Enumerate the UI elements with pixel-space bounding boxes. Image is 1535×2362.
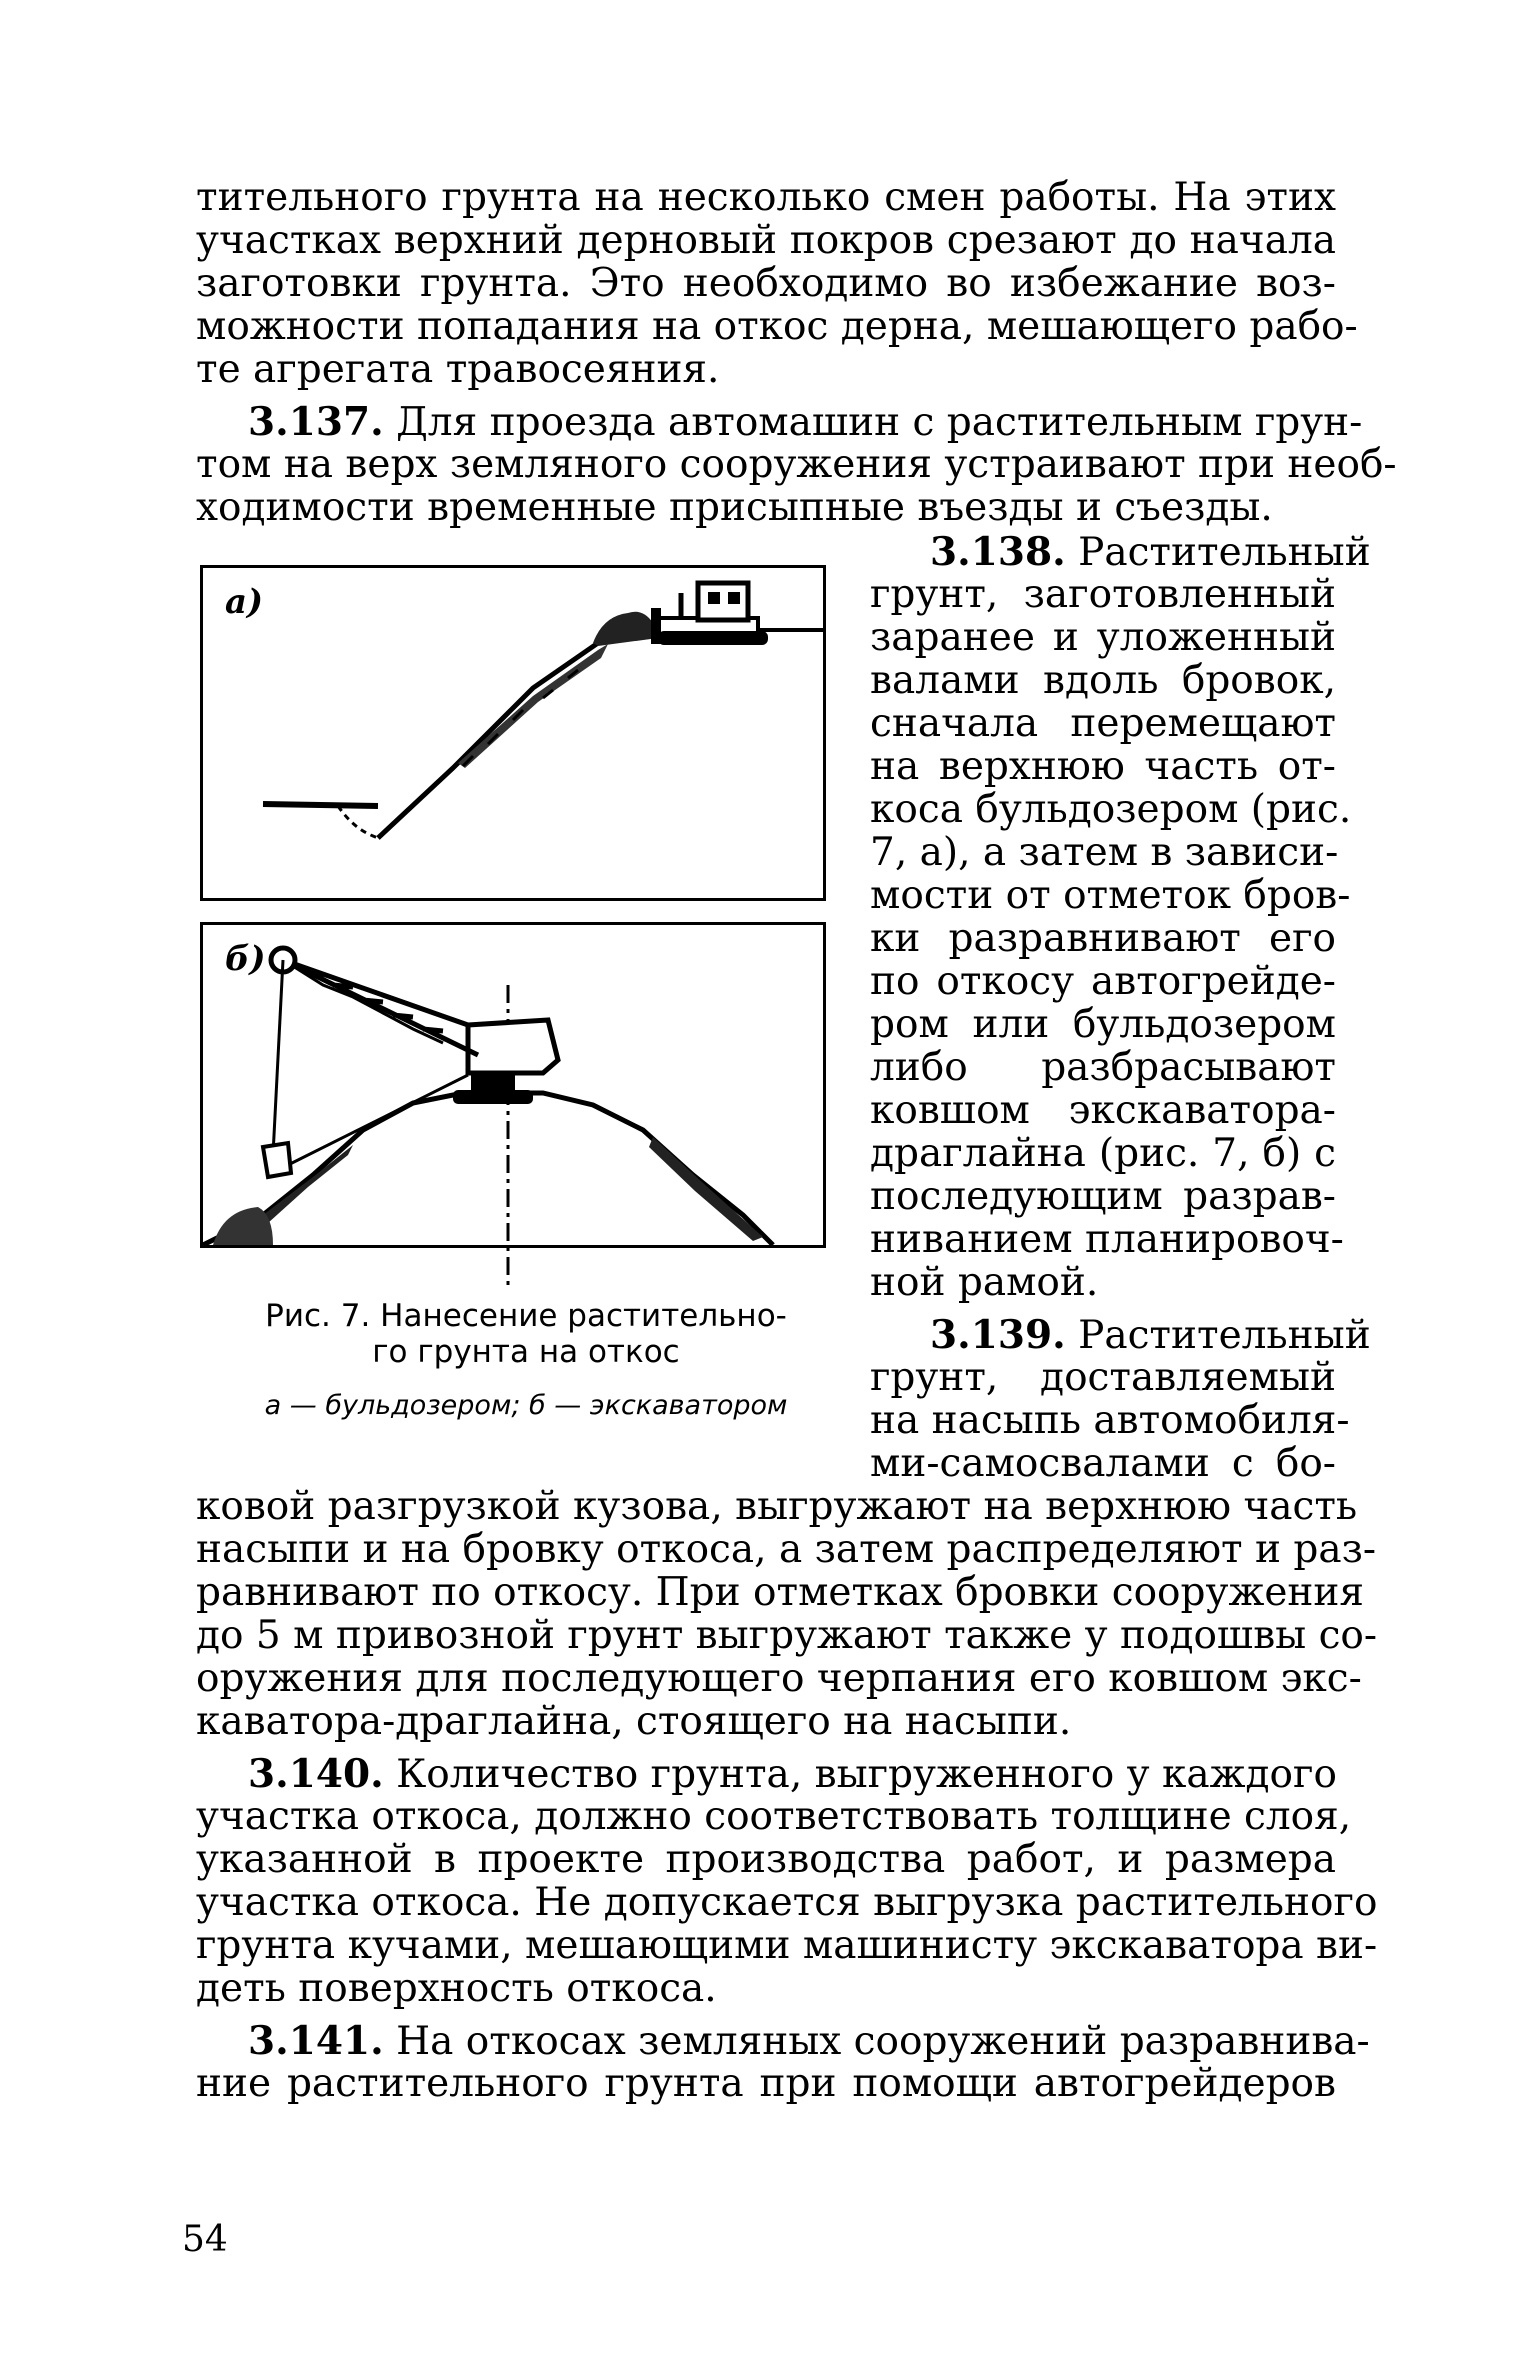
text-line: ние растительного грунта при помощи автогрейдеров: [196, 2061, 1336, 2106]
excavator-icon: [263, 948, 558, 1177]
text-line: [930, 1312, 1371, 1358]
text-line: сначала перемещают: [870, 701, 1336, 746]
figure-legend: а — бульдозером; б — экскаватором: [264, 1390, 788, 1421]
text-line: грунта кучами, мешающими машинисту экскаватора ви-: [196, 1923, 1378, 1968]
paragraph-number: 3.141.: [248, 2018, 384, 2064]
text-line: участка откоса, должно соответствовать толщине слоя,: [196, 1794, 1352, 1839]
text-span: Растительный: [1065, 530, 1371, 575]
text-line: коса бульдозером (рис.: [870, 787, 1352, 832]
figure-7b-excavator: [200, 922, 826, 1248]
text-line: либо разбрасывают: [870, 1045, 1336, 1090]
text-line: участка откоса. Не допускается выгрузка растительного: [196, 1880, 1378, 1925]
text-line: те агрегата травосеяния.: [196, 347, 720, 392]
text-line: [248, 399, 1363, 445]
text-line: на насыпь автомобиля-: [870, 1398, 1350, 1443]
figure-caption-line1: Рис. 7. Нанесение растительно-: [265, 1298, 787, 1334]
paragraph-number: 3.138.: [930, 529, 1066, 575]
text-line: 7, а), а затем в зависи-: [870, 830, 1339, 875]
text-line: ки разравнивают его: [870, 916, 1336, 961]
figure-label-b: б): [225, 939, 266, 979]
text-line: тительного грунта на несколько смен работы. На этих: [196, 175, 1336, 220]
text-span: Для проезда автомашин с растительным грун-: [383, 400, 1363, 445]
text-line: насыпи и на бровку откоса, а затем распределяют и раз-: [196, 1527, 1377, 1572]
text-line: равнивают по откосу. При отметках бровки сооружения: [196, 1570, 1365, 1615]
text-line: можности попадания на откос дерна, мешающего рабо-: [196, 304, 1358, 349]
excavator-embankment-diagram: [203, 925, 823, 1285]
figure-caption-line2: го грунта на откос: [372, 1334, 680, 1370]
text-line: грунт, заготовленный: [870, 572, 1336, 617]
figure-label-a: а): [225, 582, 264, 622]
text-line: мости от отметок бров-: [870, 873, 1351, 918]
text-line: на верхнюю часть от-: [870, 744, 1336, 789]
text-line: последующим разрав-: [870, 1174, 1336, 1219]
text-span: На откосах земляных сооружений разравнива-: [383, 2019, 1370, 2064]
text-line: каватора-драглайна, стоящего на насыпи.: [196, 1699, 1072, 1744]
text-line: участках верхний дерновый покров срезают до начала: [196, 218, 1336, 263]
text-line: драглайна (рис. 7, б) с: [870, 1131, 1336, 1176]
text-line: валами вдоль бровок,: [870, 658, 1336, 703]
bulldozer-icon: [651, 583, 768, 645]
text-span: Количество грунта, выгруженного у каждого: [383, 1752, 1337, 1797]
text-line: заготовки грунта. Это необходимо во избежание воз-: [196, 261, 1336, 306]
paragraph-number: 3.140.: [248, 1751, 384, 1797]
text-line: указанной в проекте производства работ, и размера: [196, 1837, 1336, 1882]
text-line: [248, 2018, 1370, 2064]
paragraph-number: 3.139.: [930, 1312, 1066, 1358]
paragraph-number: 3.137.: [248, 399, 384, 445]
text-line: ходимости временные присыпные въезды и съезды.: [196, 485, 1273, 530]
text-line: по откосу автогрейде-: [870, 959, 1336, 1004]
text-line: ниванием планировоч-: [870, 1217, 1344, 1262]
text-line: ром или бульдозером: [870, 1002, 1336, 1047]
text-line: [930, 529, 1371, 575]
text-line: ми-самосвалами с бо-: [870, 1441, 1336, 1486]
text-line: ковшом экскаватора-: [870, 1088, 1336, 1133]
text-line: деть поверхность откоса.: [196, 1966, 717, 2011]
page-number: 54: [182, 2219, 228, 2260]
bulldozer-slope-diagram: [203, 568, 823, 898]
text-line: грунт, доставляемый: [870, 1355, 1336, 1400]
text-line: том на верх земляного сооружения устраивают при необ-: [196, 442, 1397, 487]
text-line: ковой разгрузкой кузова, выгружают на верхнюю часть: [196, 1484, 1358, 1529]
text-line: [248, 1752, 1336, 1796]
text-line: до 5 м привозной грунт выгружают также у подошвы со-: [196, 1613, 1378, 1658]
text-line: заранее и уложенный: [870, 615, 1336, 660]
figure-7a-bulldozer: [200, 565, 826, 901]
text-span: Растительный: [1065, 1313, 1371, 1358]
text-line: ной рамой.: [870, 1260, 1099, 1305]
text-line: оружения для последующего черпания его ковшом экс-: [196, 1656, 1362, 1701]
